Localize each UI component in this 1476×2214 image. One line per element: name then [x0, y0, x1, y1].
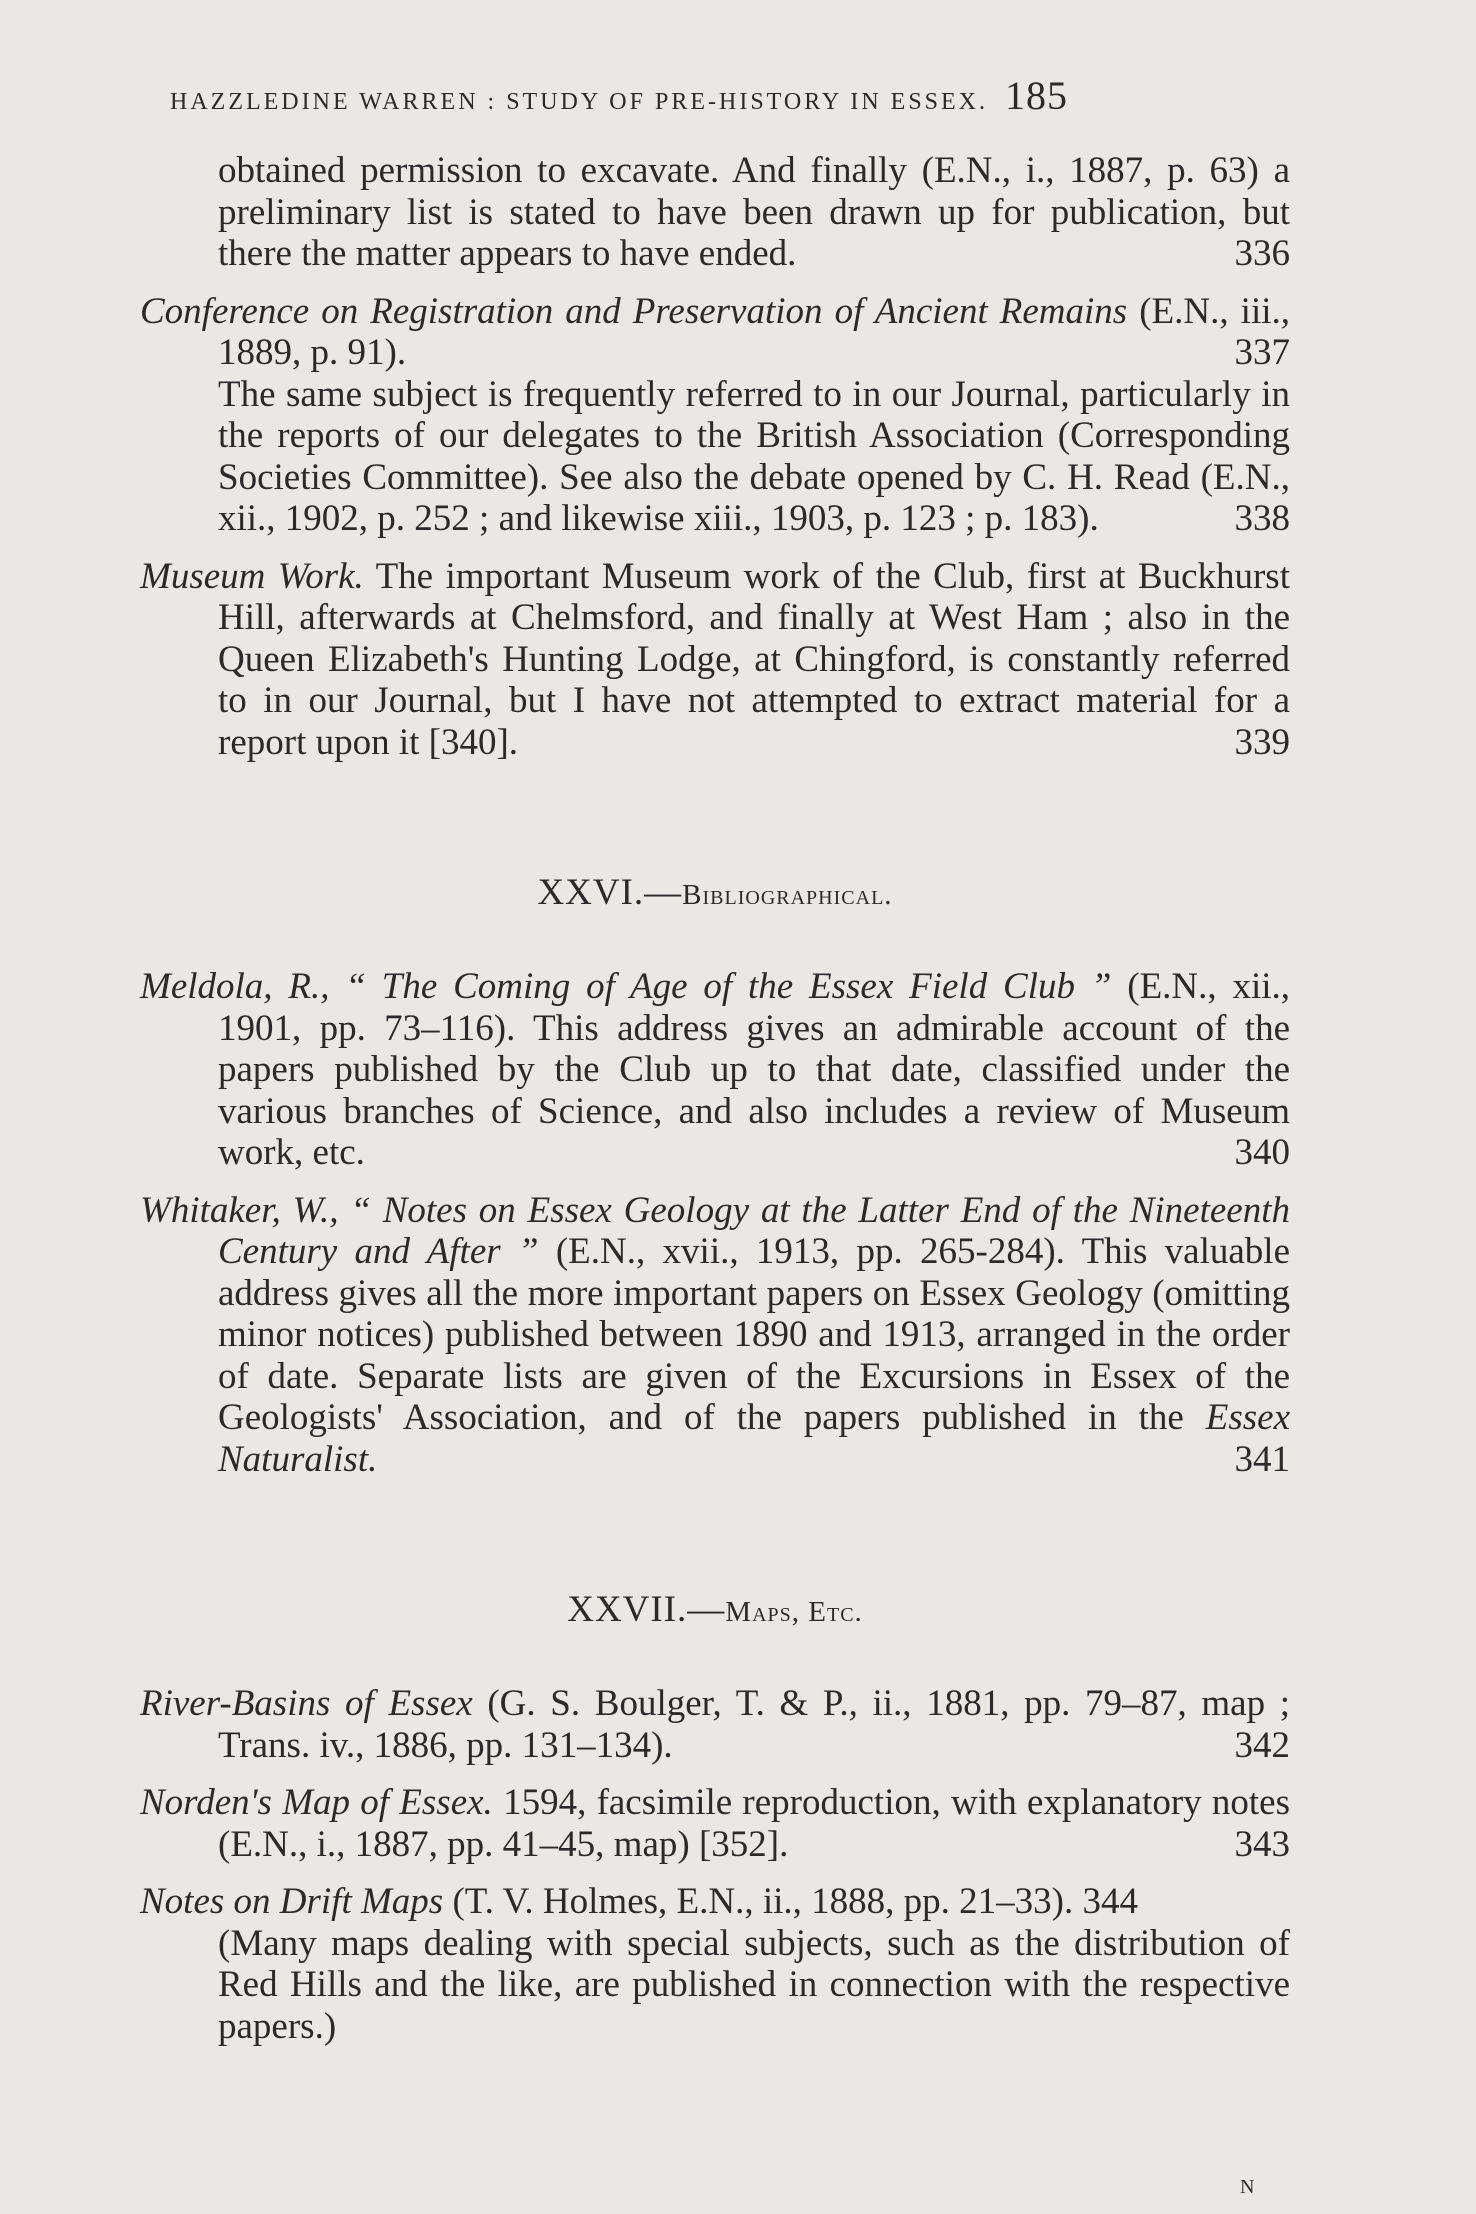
section-numeral: XXVI.— [537, 872, 683, 913]
entry-336 [140, 150, 1290, 275]
entry-338 [140, 374, 1290, 540]
entry-text: (E.N., xvii., 1913, pp. 265-284). This valuable address gives all the more important papers on Essex Geology (omitting minor notices) published between 1890 and 1913, arranged in the order of date. Separate lists are given of the Excursions in Essex of the Geologists' Association, and of the papers published in the [218, 1231, 1290, 1438]
entry-text: (T. V. Holmes, E.N., ii., 1888, pp. 21–33). [452, 1881, 1074, 1922]
running-head [170, 72, 1300, 119]
entry-text: obtained permission to excavate. And finally (E.N., i., 1887, p. 63) a preliminary list is stated to have been drawn up for publication, but there the matter appears to have ended. [218, 150, 1290, 274]
paragraph-number: 339 [1234, 721, 1290, 763]
entry-text: 1594, facsimile reproduction, with explanatory notes (E.N., i., 1887, pp. 41–45, map) [352]. [218, 1782, 1291, 1865]
entry-title: Conference on Registration and Preservation of Ancient Remains [140, 290, 1128, 332]
entry-text: The same subject is frequently referred to in our Journal, particularly in the reports of our delegates to the British Association (Corresponding Societies Committee). See also the debate opened by C. H. Read (E.N., xii., 1902, p. 252 ; and likewise xiii., 1903, p. 123 ; p. 183). [218, 373, 1290, 539]
paragraph-number: 341 [1234, 1438, 1290, 1480]
entry-note: (Many maps dealing with special subjects, such as the distribution of Red Hills and the like, are published in connection with the respective papers.) [218, 1922, 1290, 2047]
entry-343 [140, 1782, 1290, 1865]
entry-author: Whitaker, W., [140, 1189, 339, 1231]
page-number: 185 [1005, 73, 1069, 118]
paragraph-number: 344 [1082, 1881, 1138, 1922]
entry-text: The important Museum work of the Club, first at Buckhurst Hill, afterwards at Chelmsford, and finally at West Ham ; also in the Queen Elizabeth's Hunting Lodge, at Chingford, is constantly referred to in our Journal, but I have not attempted to extract material for a report upon it [340]. [218, 555, 1290, 763]
entry-339 [140, 556, 1290, 764]
paragraph-number: 338 [1234, 498, 1290, 539]
entry-author: Meldola, R., [140, 966, 330, 1007]
running-title: HAZZLEDINE WARREN : STUDY OF PRE-HISTORY IN ESSEX. [170, 89, 989, 115]
paragraph-number: 343 [1234, 1823, 1290, 1865]
entry-title: Norden's Map of Essex. [140, 1782, 493, 1823]
entry-title: Museum Work. [140, 555, 364, 597]
entry-text: (E.N., xii., 1901, pp. 73–116). This address gives an admirable account of the papers published by the Club up to that date, classified under the various branches of Science, and also includes a review of Museum work, etc. [218, 966, 1291, 1173]
entry-337 [140, 291, 1290, 374]
entry-340 [140, 966, 1290, 1174]
entry-work-title: “ The Coming of Age of the Essex Field Club ” [345, 966, 1112, 1007]
section-heading-bibliographical [140, 871, 1290, 914]
paragraph-number: 336 [1234, 233, 1290, 274]
section-title: Maps, Etc. [725, 1596, 863, 1628]
entry-text: (G. S. Boulger, T. & P., ii., 1881, pp. 79–87, map ; Trans. iv., 1886, pp. 131–134). [218, 1683, 1291, 1766]
entry-title: River-Basins of Essex [140, 1683, 473, 1724]
entry-title: Notes on Drift Maps [140, 1881, 444, 1922]
entry-344-note [140, 1923, 1290, 2048]
entry-work-title: “ Notes on Essex Geology at the Latter End of the Nineteenth Century and After ” [218, 1189, 1290, 1272]
entry-341 [140, 1190, 1290, 1481]
section-numeral: XXVII.— [567, 1589, 726, 1630]
paragraph-number: 337 [1234, 332, 1290, 373]
entry-342 [140, 1683, 1290, 1766]
section-heading-maps [140, 1588, 1290, 1631]
entry-tail: Essex Naturalist. [218, 1397, 1290, 1480]
paragraph-number: 342 [1234, 1724, 1290, 1766]
text-block [140, 150, 1290, 2047]
section-title: Bibliographical. [682, 879, 893, 911]
signature-mark: N [1240, 2176, 1255, 2198]
entry-344 [140, 1881, 1290, 1923]
paragraph-number: 340 [1234, 1132, 1290, 1173]
entry-ref: (E.N., iii., 1889, p. 91). [218, 290, 1291, 373]
